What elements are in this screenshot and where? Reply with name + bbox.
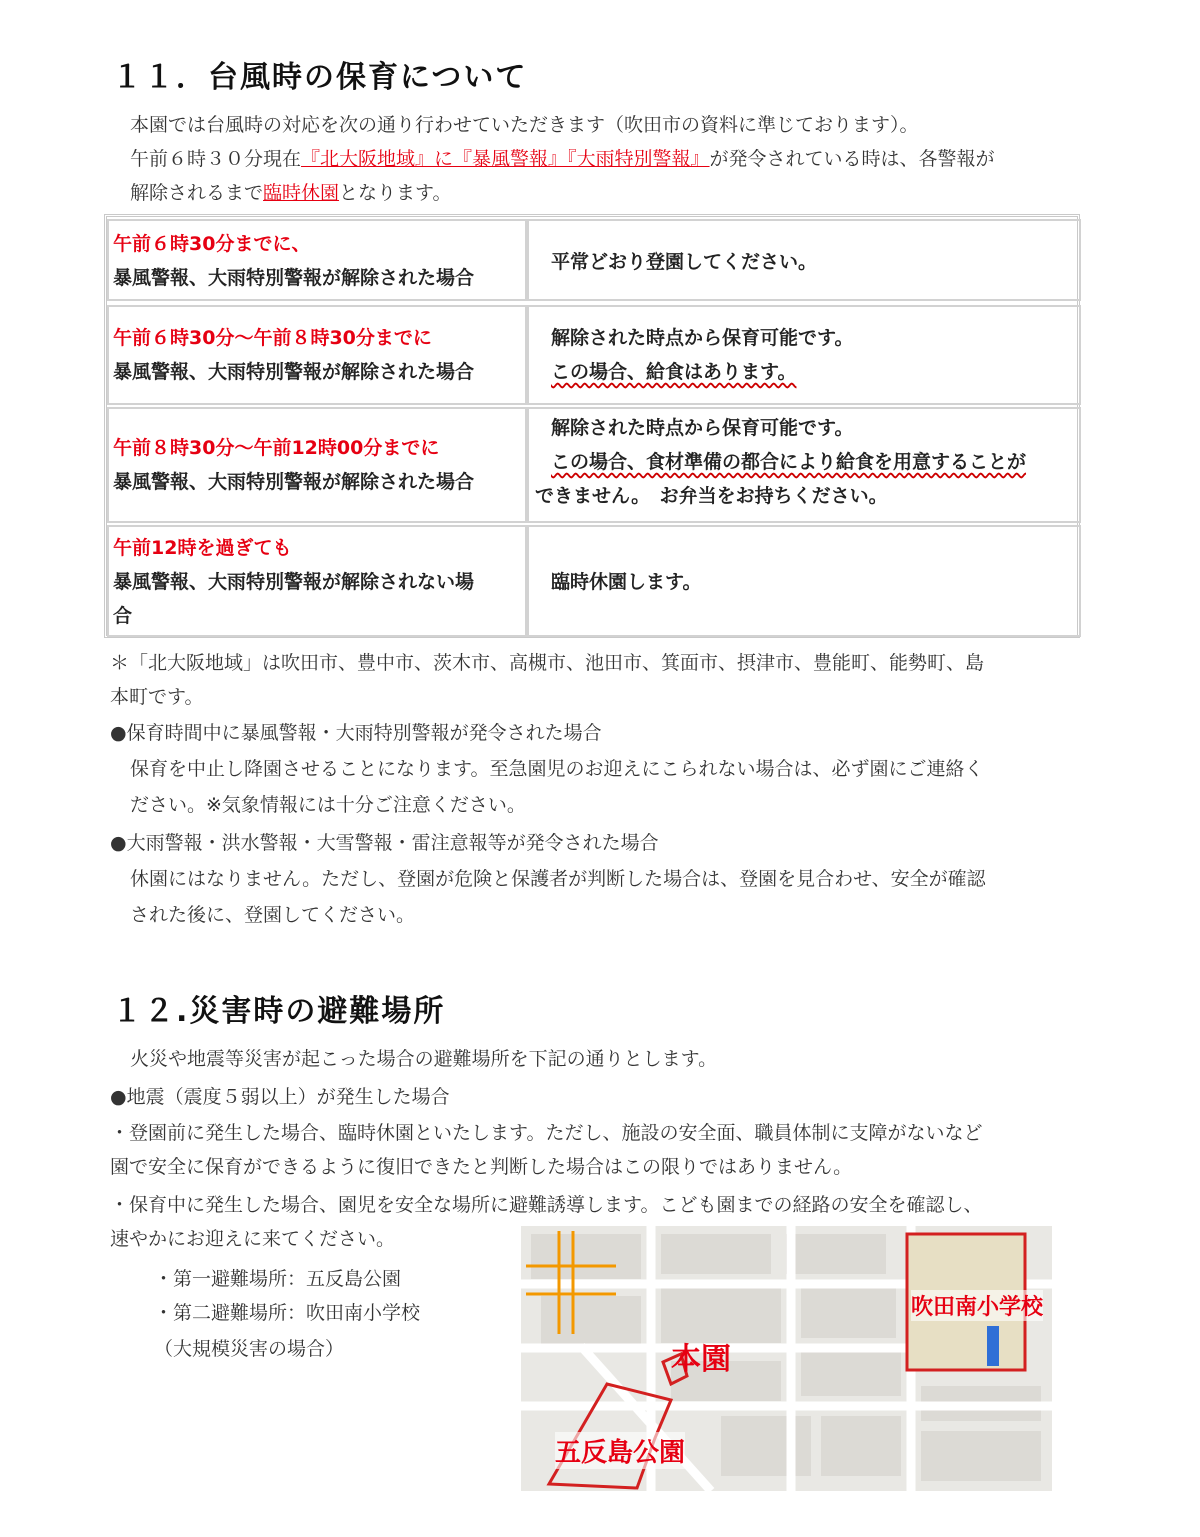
- action-line: 平常どおり登園してください。: [551, 251, 818, 273]
- map-label-home: 本園: [671, 1342, 731, 1377]
- evacuation-map: [521, 1226, 1052, 1491]
- table-cell-action: [527, 407, 1081, 523]
- action-line: できません。 お弁当をお持ちください。: [535, 485, 888, 507]
- condition-time: 午前８時30分～午前12時00分までに: [113, 437, 440, 459]
- action-line: 解除された時点から保育可能です。: [551, 327, 854, 349]
- condition-warning: 暴風警報、大雨特別警報が解除された場合: [113, 471, 475, 493]
- map-label-park: 五反島公園: [555, 1432, 685, 1469]
- intro-2-area-warning: 『北大阪地域』に『暴風警報』『大雨特別警報』: [301, 148, 710, 170]
- table-row: [107, 305, 1077, 405]
- condition-warning-cont: 合: [113, 605, 133, 627]
- bullet-storm-body-1: 保育を中止し降園させることになります。至急園児のお迎えにこられない場合は、必ず園にご連絡く: [130, 758, 984, 780]
- shelter-2-note: （大規模災害の場合）: [154, 1338, 345, 1360]
- bullet-rain-body-2: された後に、登園してください。: [130, 904, 416, 926]
- table-row: [107, 525, 1077, 637]
- shelter-2: ・第二避難場所：吹田南小学校: [154, 1302, 421, 1324]
- quake-title: ●地震（震度５弱以上）が発生した場合: [110, 1086, 450, 1108]
- area-note: ＊「北大阪地域」は吹田市、豊中市、茨木市、高槻市、池田市、箕面市、摂津市、豊能町、能勢町、島: [110, 652, 985, 674]
- table-cell-action: [527, 525, 1081, 637]
- table-cell-action: [527, 219, 1081, 301]
- condition-warning: 暴風警報、大雨特別警報が解除された場合: [113, 267, 475, 289]
- section-11-intro-2: [130, 142, 995, 176]
- condition-time: 午前12時を過ぎても: [113, 537, 292, 559]
- quake-during-1: ・保育中に発生した場合、園児を安全な場所に避難誘導します。こども園までの経路の安全を確認し、: [110, 1194, 983, 1216]
- action-line: この場合、食材準備の都合により給食を用意することが: [551, 451, 1027, 473]
- shelter-1: ・第一避難場所：五反島公園: [154, 1268, 402, 1290]
- bullet-rain-title: ●大雨警報・洪水警報・大雪警報・雷注意報等が発令された場合: [110, 832, 659, 854]
- bullet-rain-body-1: 休園にはなりません。ただし、登園が危険と保護者が判断した場合は、登園を見合わせ、安全が確認: [130, 868, 986, 890]
- action-line: 臨時休園します。: [551, 571, 702, 593]
- section-11-intro-1: 本園では台風時の対応を次の通り行わせていただきます（吹田市の資料に準じております）。: [130, 114, 919, 136]
- table-cell-action: [527, 305, 1081, 405]
- table-cell-condition: [107, 305, 527, 405]
- condition-warning: 暴風警報、大雨特別警報が解除された場合: [113, 361, 475, 383]
- table-cell-condition: [107, 525, 527, 637]
- quake-before-1: ・登園前に発生した場合、臨時休園といたします。ただし、施設の安全面、職員体制に支障がないなど: [110, 1122, 983, 1144]
- intro-2-c: が発令されている時は、各警報が: [709, 148, 995, 170]
- intro-3-closure: 臨時休園: [263, 182, 340, 204]
- action-line: この場合、給食はあります。: [551, 361, 797, 383]
- table-row: [107, 219, 1077, 301]
- bullet-storm-body-2: ださい。※気象情報には十分ご注意ください。: [130, 794, 526, 816]
- quake-during-2: 速やかにお迎えに来てください。: [110, 1228, 396, 1250]
- bullet-storm-title: ●保育時間中に暴風警報・大雨特別警報が発令された場合: [110, 722, 602, 744]
- condition-time: 午前６時30分～午前８時30分までに: [113, 327, 432, 349]
- table-cell-condition: [107, 219, 527, 301]
- intro-3-a: 解除されるまで: [130, 182, 264, 204]
- condition-time: 午前６時30分までに、: [113, 233, 311, 255]
- section-11-title: １１．台風時の保育について: [112, 60, 528, 95]
- quake-before-2: 園で安全に保育ができるように復旧できたと判断した場合はこの限りではありません。: [110, 1156, 853, 1178]
- intro-3-c: となります。: [339, 182, 452, 204]
- section-11-intro-3: [130, 176, 452, 210]
- table-cell-condition: [107, 407, 527, 523]
- condition-warning: 暴風警報、大雨特別警報が解除されない場: [113, 571, 475, 593]
- section-12-intro: 火災や地震等災害が起こった場合の避難場所を下記の通りとします。: [130, 1048, 718, 1070]
- table-row: [107, 407, 1077, 523]
- map-label-school: 吹田南小学校: [911, 1290, 1043, 1321]
- intro-2-a: 午前６時３０分現在: [130, 148, 302, 170]
- section-12-title: １２.災害時の避難場所: [112, 994, 446, 1029]
- action-line: 解除された時点から保育可能です。: [551, 417, 854, 439]
- typhoon-table: [104, 214, 1080, 638]
- area-note-cont: 本町です。: [110, 686, 204, 708]
